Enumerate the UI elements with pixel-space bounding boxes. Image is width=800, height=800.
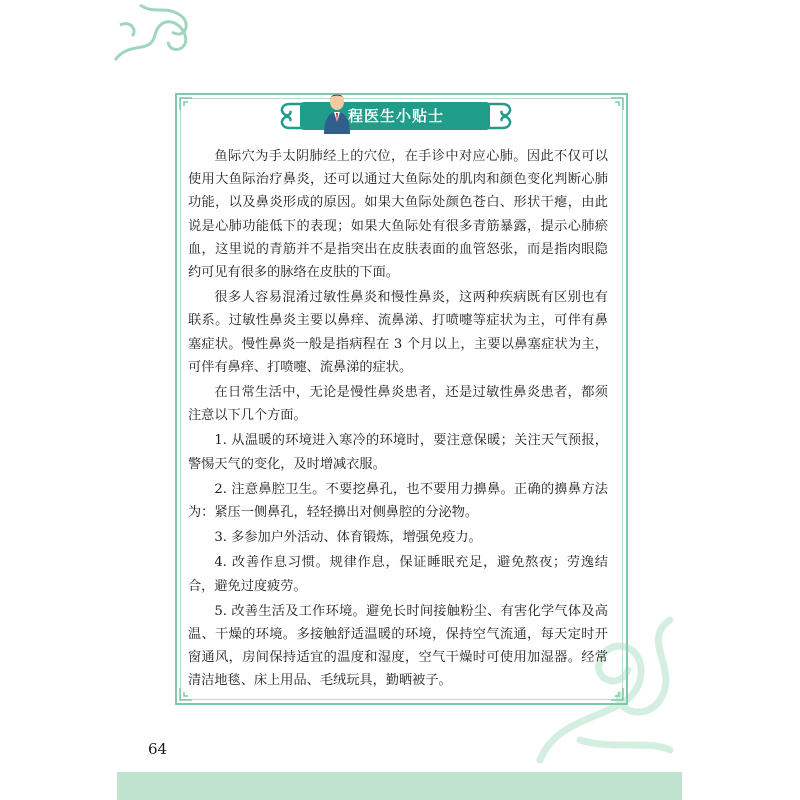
paragraph: 很多人容易混淆过敏性鼻炎和慢性鼻炎，这两种疾病既有区别也有联系。过敏性鼻炎主要以鼻痒、流鼻涕、打喷嚏等症状为主，可伴有鼻塞症状。慢性鼻炎一般是指病程在 3 个月以上，主要以鼻塞症状为主，可伴有鼻痒、打喷嚏、流鼻涕的症状。: [188, 290, 608, 375]
list-item: 3. 多参加户外活动、体育锻炼，增强免疫力。: [214, 530, 482, 546]
paragraph: 在日常生活中，无论是慢性鼻炎患者，还是过敏性鼻炎患者，都须注意以下几个方面。: [188, 385, 608, 424]
footer-band: [117, 772, 682, 800]
cloud-ornament-icon: [110, 0, 200, 70]
scroll-ornament-icon: [484, 102, 514, 130]
list-item: 4. 改善作息习惯。规律作息，保证睡眠充足，避免熬夜；劳逸结合，避免过度疲劳。: [188, 555, 608, 594]
corner-ornament-icon: [609, 686, 625, 702]
list-item: 1. 从温暖的环境进入寒冷的环境时，要注意保暖；关注天气预报，警惕天气的变化，及时增减衣服。: [188, 433, 608, 472]
paragraph: 鱼际穴为手太阴肺经上的穴位，在手诊中对应心肺。因此不仅可以使用大鱼际治疗鼻炎，还可以通过大鱼际处的肌肉和颜色变化判断心肺功能，以及鼻炎形成的原因。如果大鱼际处颜色苍白、形状干瘪，由此说是心肺功能低下的表现；如果大鱼际处有很多青筋暴露，提示心肺瘀血，这里说的青筋并不是指突出在皮肤表面的血管怒张，而是指肉眼隐约可见有很多的脉络在皮肤的下面。: [188, 149, 608, 281]
list-item: 2. 注意鼻腔卫生。不要挖鼻孔，也不要用力擤鼻。正确的擤鼻方法为：紧压一侧鼻孔，轻轻擤出对侧鼻腔的分泌物。: [188, 481, 608, 521]
tip-header: [278, 96, 512, 136]
list-item: 5. 改善生活及工作环境。避免长时间接触粉尘、有害化学气体及高温、干燥的环境。多接触舒适温暖的环境，保持空气流通，每天定时开窗通风，房间保持适宜的温度和湿度，空气干燥时可使用加湿器。经常清洁地毯、床上用品、毛绒玩具，勤晒被子。: [188, 603, 608, 689]
corner-ornament-icon: [609, 96, 625, 112]
corner-ornament-icon: [178, 96, 194, 112]
tip-content: [188, 145, 608, 695]
page-number: 64: [148, 740, 168, 758]
tip-title: 程医生小贴士: [348, 107, 445, 125]
